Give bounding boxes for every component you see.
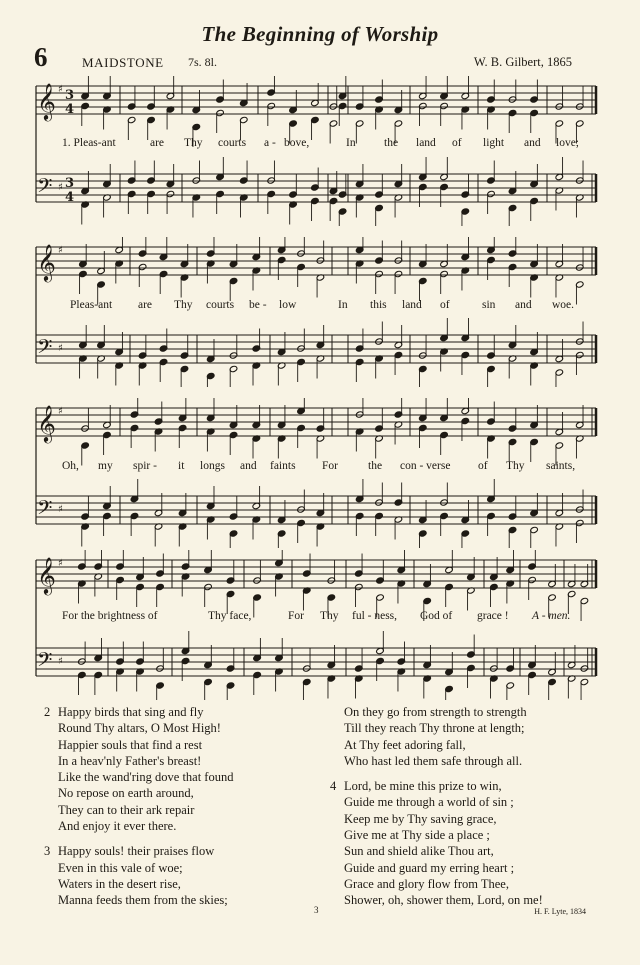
sharp-icon: ♯ <box>58 84 63 95</box>
lyric-syllable: God of <box>420 610 453 622</box>
verse-line: Manna feeds them from the skies; <box>58 893 228 908</box>
verse-line: At Thy feet adoring fall, <box>344 737 466 752</box>
verse-line: Who hast led them safe through all. <box>344 753 523 768</box>
bass-clef-icon: 𝄢 <box>37 335 53 363</box>
lyric-syllable: 1. Pleas-ant <box>62 137 116 149</box>
lyric-syllable: Thy <box>506 460 525 472</box>
verse-line: They can to their ark repair <box>58 802 195 817</box>
treble-clef-icon: 𝄞 <box>37 556 56 594</box>
lyric-syllable: courts <box>218 137 247 149</box>
sharp-icon: ♯ <box>58 504 63 515</box>
lyric-syllable: grace ! <box>477 610 509 622</box>
lyric-syllable: Pleas-ant <box>70 299 113 311</box>
verse-line: Grace and glory flow from Thee, <box>344 876 509 891</box>
lyric-syllable: of <box>478 460 488 472</box>
treble-clef-icon: 𝄞 <box>37 82 56 120</box>
sharp-icon: ♯ <box>58 182 63 193</box>
sharp-icon: ♯ <box>58 406 63 417</box>
verse-line: On they go from strength to strength <box>344 705 527 719</box>
amen: A - men. <box>532 610 571 622</box>
lyric-syllable: In <box>346 137 356 149</box>
verse-3-continued <box>330 704 543 769</box>
lyric-syllable: For the brightness of <box>62 610 158 622</box>
verse-line: Lord, be mine this prize to win, <box>344 779 502 794</box>
lyric-syllable: bove, <box>284 137 310 149</box>
verse-line: Give me at Thy side a place ; <box>344 828 490 843</box>
lyric-syllable: and <box>524 137 541 149</box>
time-signature-bottom: 4 <box>65 102 75 117</box>
lyric-syllable: In <box>338 299 348 311</box>
lyric-syllable: faints <box>270 460 296 472</box>
lyric-syllable: low <box>279 299 297 311</box>
verse-line: Keep me by Thy saving grace, <box>344 811 497 826</box>
lyric-syllable: light <box>483 137 505 149</box>
music-system-3 <box>32 398 600 548</box>
treble-clef-icon: 𝄞 <box>37 404 56 442</box>
verse-line: Guide and guard my erring heart ; <box>344 860 515 875</box>
lyric-syllable: of <box>452 137 462 149</box>
verse-number: 4 <box>330 779 337 794</box>
lyric-syllable: For <box>288 610 304 622</box>
page-title: The Beginning of Worship <box>201 22 439 46</box>
verse-line: Guide me through a world of sin ; <box>344 795 514 810</box>
meter: 7s. 8l. <box>188 55 218 69</box>
lyric-syllable: Thy <box>174 299 193 311</box>
lyric-syllable: Thy face, <box>208 610 252 622</box>
time-signature-bottom: 4 <box>65 190 75 205</box>
verses-right-column <box>330 704 543 909</box>
verse-number: 2 <box>44 705 51 719</box>
verse-line: In a heav'nly Father's breast! <box>58 753 202 768</box>
bass-clef-icon: 𝄢 <box>37 496 53 524</box>
lyric-syllable: Thy <box>320 610 339 622</box>
lyric-syllable: Thy <box>184 137 203 149</box>
lyric-syllable: it <box>178 460 185 472</box>
verse-4 <box>330 778 543 908</box>
lyric-syllable: this <box>370 299 387 311</box>
lyric-syllable: the <box>384 137 399 149</box>
lyric-syllable: longs <box>200 460 225 472</box>
lyric-syllable: are <box>150 137 165 149</box>
sharp-icon: ♯ <box>58 343 63 354</box>
lyric-syllable: woe. <box>552 299 575 311</box>
sharp-icon: ♯ <box>58 245 63 256</box>
bass-clef-icon: 𝄢 <box>37 648 53 676</box>
sharp-icon: ♯ <box>58 558 63 569</box>
lyric-syllable: spir - <box>133 460 157 472</box>
verse-line: Happier souls that find a rest <box>58 737 203 752</box>
time-signature-top: 3 <box>65 176 75 191</box>
music-system-2 <box>32 237 600 387</box>
music-system-1 <box>32 76 600 226</box>
composer: W. B. Gilbert, 1865 <box>473 55 572 69</box>
lyric-syllable: of <box>440 299 450 311</box>
page-number: 3 <box>314 905 319 915</box>
lyric-syllable: con - verse <box>400 460 451 472</box>
verse-line: Even in this vale of woe; <box>58 860 183 875</box>
lyric-syllable: Oh, <box>62 460 79 472</box>
sharp-icon: ♯ <box>58 656 63 667</box>
verse-2 <box>44 704 233 834</box>
verse-line: Happy souls! their praises flow <box>58 844 215 859</box>
verse-line: Till they reach Thy throne at length; <box>344 721 525 736</box>
time-signature-top: 3 <box>65 88 75 103</box>
lyric-syllable: land <box>416 137 436 149</box>
lyric-syllable: land <box>402 299 422 311</box>
verse-line: Round Thy altars, O Most High! <box>58 721 221 736</box>
verse-line: No repose on earth around, <box>58 786 194 801</box>
verse-line: Happy birds that sing and fly <box>58 705 204 719</box>
tune-name: MAIDSTONE <box>82 55 164 70</box>
lyric-syllable: ful - ness, <box>352 610 398 622</box>
lyric-syllable: my <box>98 460 113 472</box>
verse-line: Waters in the desert rise, <box>58 876 181 891</box>
lyric-syllable: For <box>322 460 338 472</box>
music-system-4 <box>32 550 600 700</box>
verse-line: Shower, oh, shower them, Lord, on me! <box>344 893 543 908</box>
lyric-syllable: and <box>240 460 257 472</box>
lyric-syllable: saints, <box>546 460 576 472</box>
lyric-syllable: sin <box>482 299 496 311</box>
lyric-syllable: the <box>368 460 383 472</box>
lyric-syllable: are <box>138 299 153 311</box>
lyric-syllable: love; <box>556 137 579 149</box>
hymn-number: 6 <box>34 42 48 72</box>
lyric-syllable: be - <box>249 299 267 311</box>
lyric-syllable: and <box>515 299 532 311</box>
lyric-syllable: courts <box>206 299 235 311</box>
author-credit: H. F. Lyte, 1834 <box>534 907 586 916</box>
verse-3 <box>44 843 233 908</box>
treble-clef-icon: 𝄞 <box>37 243 56 281</box>
verse-line: Like the wand'ring dove that found <box>58 770 234 785</box>
verses-left-column <box>44 704 233 909</box>
verse-line: And enjoy it ever there. <box>58 819 177 834</box>
verse-number: 3 <box>44 844 51 859</box>
bass-clef-icon: 𝄢 <box>37 174 53 202</box>
verse-line: Sun and shield alike Thou art, <box>344 844 494 859</box>
lyric-syllable: a - <box>264 137 276 149</box>
